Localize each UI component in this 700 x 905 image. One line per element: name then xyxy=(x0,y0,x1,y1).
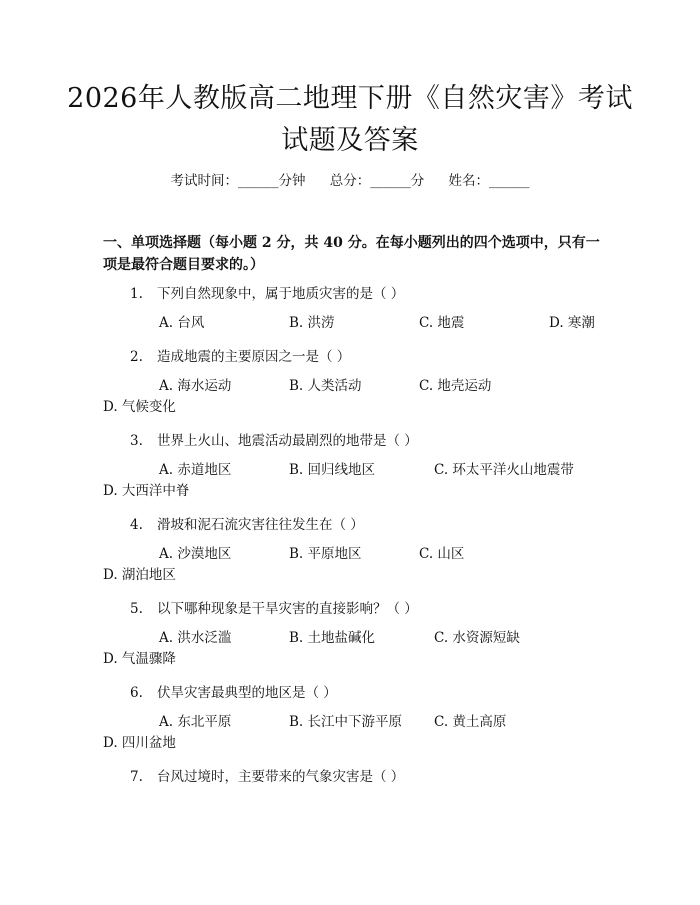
exam-name: 姓名：______ xyxy=(448,173,530,189)
question-number: 2. xyxy=(130,349,143,365)
option-d: D. 四川盆地 xyxy=(103,735,176,751)
options-6 xyxy=(103,712,601,754)
section-heading: 一、单项选择题（每小题 2 分，共 40 分。在每小题列出的四个选项中，只有一项是最符合题目要求的。） xyxy=(103,235,600,273)
option-a: A. 海水运动 xyxy=(159,378,232,394)
question-6 xyxy=(130,681,337,701)
option-d: D. 气温骤降 xyxy=(103,651,176,667)
option-a: A. 沙漠地区 xyxy=(159,546,232,562)
options-5 xyxy=(103,628,601,670)
option-d: D. 寒潮 xyxy=(549,315,595,331)
option-c: C. 山区 xyxy=(419,546,465,562)
question-number: 1. xyxy=(130,286,143,302)
question-text: 台风过境时，主要带来的气象灾害是（ ） xyxy=(157,769,405,785)
question-4 xyxy=(130,513,364,533)
question-text: 下列自然现象中，属于地质灾害的是（ ） xyxy=(157,286,405,302)
option-d: D. 气候变化 xyxy=(103,399,176,415)
question-1 xyxy=(130,282,404,302)
option-a: A. 台风 xyxy=(159,315,205,331)
question-number: 7. xyxy=(130,769,143,785)
option-c: C. 地壳运动 xyxy=(419,378,492,394)
options-3 xyxy=(103,460,601,502)
option-b: B. 平原地区 xyxy=(289,546,362,562)
option-b: B. 回归线地区 xyxy=(289,462,376,478)
question-number: 4. xyxy=(130,517,143,533)
question-text: 滑坡和泥石流灾害往往发生在（ ） xyxy=(157,517,364,533)
option-b: B. 人类活动 xyxy=(289,378,362,394)
option-a: A. 东北平原 xyxy=(159,714,232,730)
question-text: 造成地震的主要原因之一是（ ） xyxy=(157,349,351,365)
option-b: B. 洪涝 xyxy=(289,315,335,331)
exam-score: 总分：______分 xyxy=(329,173,425,189)
question-number: 6. xyxy=(130,685,143,701)
question-7 xyxy=(130,765,404,785)
options-2 xyxy=(103,376,601,418)
option-a: A. 洪水泛滥 xyxy=(159,630,232,646)
exam-meta xyxy=(0,169,700,189)
question-3 xyxy=(130,429,418,449)
question-2 xyxy=(130,345,350,365)
option-d: D. 湖泊地区 xyxy=(103,567,176,583)
question-text: 世界上火山、地震活动最剧烈的地带是（ ） xyxy=(157,433,418,449)
options-4 xyxy=(103,544,601,586)
question-text: 伏旱灾害最典型的地区是（ ） xyxy=(157,685,337,701)
question-number: 3. xyxy=(130,433,143,449)
option-c: C. 水资源短缺 xyxy=(434,630,520,646)
question-number: 5. xyxy=(130,601,143,617)
option-a: A. 赤道地区 xyxy=(159,462,232,478)
question-text: 以下哪种现象是干旱灾害的直接影响？（ ） xyxy=(157,601,418,617)
option-b: B. 长江中下游平原 xyxy=(289,714,403,730)
exam-time: 考试时间：______分钟 xyxy=(170,173,306,189)
options-1 xyxy=(103,313,601,334)
option-d: D. 大西洋中脊 xyxy=(103,483,190,499)
question-5 xyxy=(130,597,418,617)
page-title: 2026年人教版高二地理下册《自然灾害》考试试题及答案 xyxy=(67,83,633,156)
option-b: B. 土地盐碱化 xyxy=(289,630,376,646)
option-c: C. 黄土高原 xyxy=(434,714,507,730)
option-c: C. 地震 xyxy=(419,315,465,331)
option-c: C. 环太平洋火山地震带 xyxy=(434,462,574,478)
